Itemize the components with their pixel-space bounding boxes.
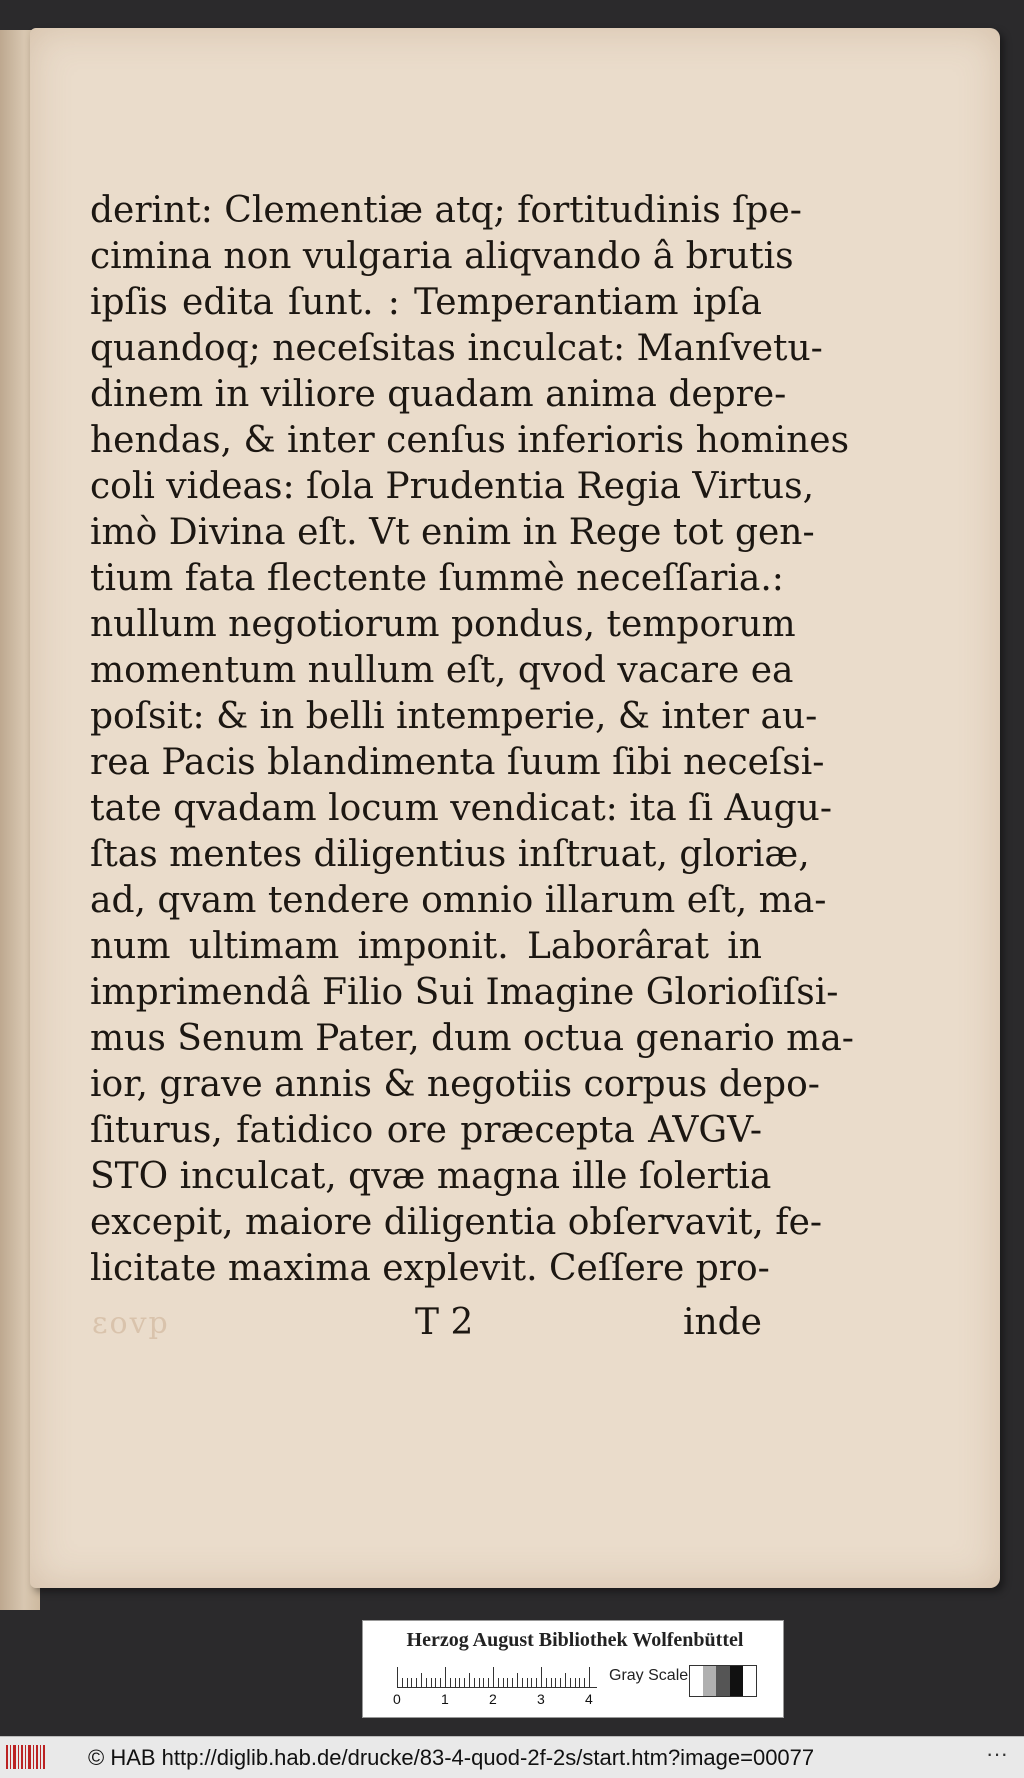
- ruler-tick: [450, 1678, 451, 1687]
- gray-scale-label: Gray Scale: [609, 1667, 689, 1684]
- ruler-tick: [421, 1673, 422, 1687]
- ruler-tick: [503, 1678, 504, 1687]
- ruler-tick: [507, 1678, 508, 1687]
- ruler-tick: [498, 1678, 499, 1687]
- text-line: derint: Clementiæ atq; fortitudinis ſpe-: [90, 190, 802, 231]
- text-line: dinem in viliore quadam anima depre-: [90, 374, 787, 415]
- text-line: STO inculcat, qvæ magna ille ſolertia: [90, 1156, 772, 1197]
- ruler-tick: [455, 1678, 456, 1687]
- catchword: inde: [682, 1302, 762, 1343]
- text-line: imprimendâ Filio Sui Imagine Glorioſiſsi-: [90, 972, 839, 1013]
- status-bar: [0, 1736, 1024, 1778]
- gray-swatch: [703, 1666, 716, 1696]
- ruler-tick: [541, 1667, 542, 1687]
- ruler-number: 3: [537, 1691, 545, 1707]
- ruler-tick: [575, 1678, 576, 1687]
- text-line: imò Divina eſt. Vt enim in Rege tot gen-: [90, 512, 815, 553]
- ruler-tick: [483, 1678, 484, 1687]
- ruler-tick: [522, 1678, 523, 1687]
- text-line: ſtas mentes diligentius inſtruat, gloriæ,: [90, 834, 810, 875]
- ruler-number: 2: [489, 1691, 497, 1707]
- text-line: tium fata flectente ſummè neceſſaria.:: [90, 558, 784, 599]
- ruler-number: 4: [585, 1691, 593, 1707]
- ruler-tick: [469, 1673, 470, 1687]
- ruler-tick: [584, 1678, 585, 1687]
- ruler-tick: [479, 1678, 480, 1687]
- ruler-tick: [565, 1673, 566, 1687]
- ruler-tick: [493, 1667, 494, 1687]
- ruler-tick: [411, 1678, 412, 1687]
- ruler-tick: [402, 1678, 403, 1687]
- text-line: cimina non vulgaria aliqvando â brutis: [90, 236, 794, 277]
- ruler-tick: [579, 1678, 580, 1687]
- text-line: licitate maxima explevit. Ceſſere pro-: [90, 1248, 770, 1289]
- more-icon[interactable]: ···: [986, 1741, 1008, 1766]
- ruler-tick: [555, 1678, 556, 1687]
- ruler-tick: [517, 1673, 518, 1687]
- ruler-tick: [589, 1667, 590, 1687]
- ruler-tick: [397, 1667, 398, 1687]
- gray-swatch: [743, 1666, 756, 1696]
- text-line: ior, grave annis & negotiis corpus depo-: [90, 1064, 820, 1105]
- text-line: mus Senum Pater, dum octua genario ma-: [90, 1018, 854, 1059]
- ruler-tick: [546, 1678, 547, 1687]
- gray-swatch: [730, 1666, 743, 1696]
- library-title: Herzog August Bibliothek Wolfenbüttel: [406, 1629, 744, 1651]
- ruler-tick: [531, 1678, 532, 1687]
- ruler-numbers: [393, 1691, 613, 1711]
- page-text: [90, 188, 854, 1292]
- bleed-through-text: ɛovp: [92, 1306, 170, 1341]
- text-line: coli videas: ſola Prudentia Regia Virtus,: [90, 466, 815, 507]
- ruler-tick: [435, 1678, 436, 1687]
- text-line: ad, qvam tendere omnio illarum eſt, ma-: [90, 880, 827, 921]
- text-line: num ultimam imponit. Laborârat in: [90, 926, 762, 967]
- gray-scale-swatches: [689, 1665, 757, 1697]
- signature-mark: T 2: [415, 1302, 474, 1343]
- source-url[interactable]: © HAB http://diglib.hab.de/drucke/83-4-quod-2f-2s/start.htm?image=00077: [88, 1745, 815, 1770]
- text-line: nullum negotiorum pondus, temporum: [90, 604, 796, 645]
- text-line: hendas, & inter cenſus inferioris homines: [90, 420, 850, 461]
- text-line: excepit, maiore diligentia obſervavit, fe-: [90, 1202, 823, 1243]
- text-line: rea Pacis blandimenta ſuum ſibi neceſsi-: [90, 742, 825, 783]
- ruler-tick: [416, 1678, 417, 1687]
- ruler-tick: [551, 1678, 552, 1687]
- ruler-tick: [407, 1678, 408, 1687]
- scale-ruler: [397, 1665, 597, 1688]
- text-line: tate qvadam locum vendicat: ita ſi Augu-: [90, 788, 832, 829]
- ruler-tick: [426, 1678, 427, 1687]
- text-line: quandoq; neceſsitas inculcat: Manſvetu-: [90, 328, 823, 369]
- gray-swatch: [716, 1666, 729, 1696]
- ruler-tick: [431, 1678, 432, 1687]
- ruler-tick: [512, 1678, 513, 1687]
- ruler-tick: [570, 1678, 571, 1687]
- ruler-tick: [536, 1678, 537, 1687]
- ruler-tick: [474, 1678, 475, 1687]
- text-line: momentum nullum eſt, qvod vacare ea: [90, 650, 794, 691]
- ruler-tick: [440, 1678, 441, 1687]
- ruler-number: 1: [441, 1691, 449, 1707]
- text-line: ſiturus, fatidico ore præcepta AVGV-: [90, 1110, 762, 1151]
- ruler-tick: [488, 1678, 489, 1687]
- ruler-tick: [527, 1678, 528, 1687]
- ruler-tick: [459, 1678, 460, 1687]
- text-line: ipſis edita ſunt. : Temperantiam ipſa: [90, 282, 762, 323]
- barcode-icon: [6, 1745, 46, 1769]
- gray-swatch: [690, 1666, 703, 1696]
- ruler-tick: [464, 1678, 465, 1687]
- ruler-tick: [445, 1667, 446, 1687]
- ruler-number: 0: [393, 1691, 401, 1707]
- ruler-tick: [560, 1678, 561, 1687]
- text-line: poſsit: & in belli intemperie, & inter au-: [90, 696, 818, 737]
- library-color-target: [362, 1620, 784, 1718]
- page-footer: [90, 1302, 762, 1348]
